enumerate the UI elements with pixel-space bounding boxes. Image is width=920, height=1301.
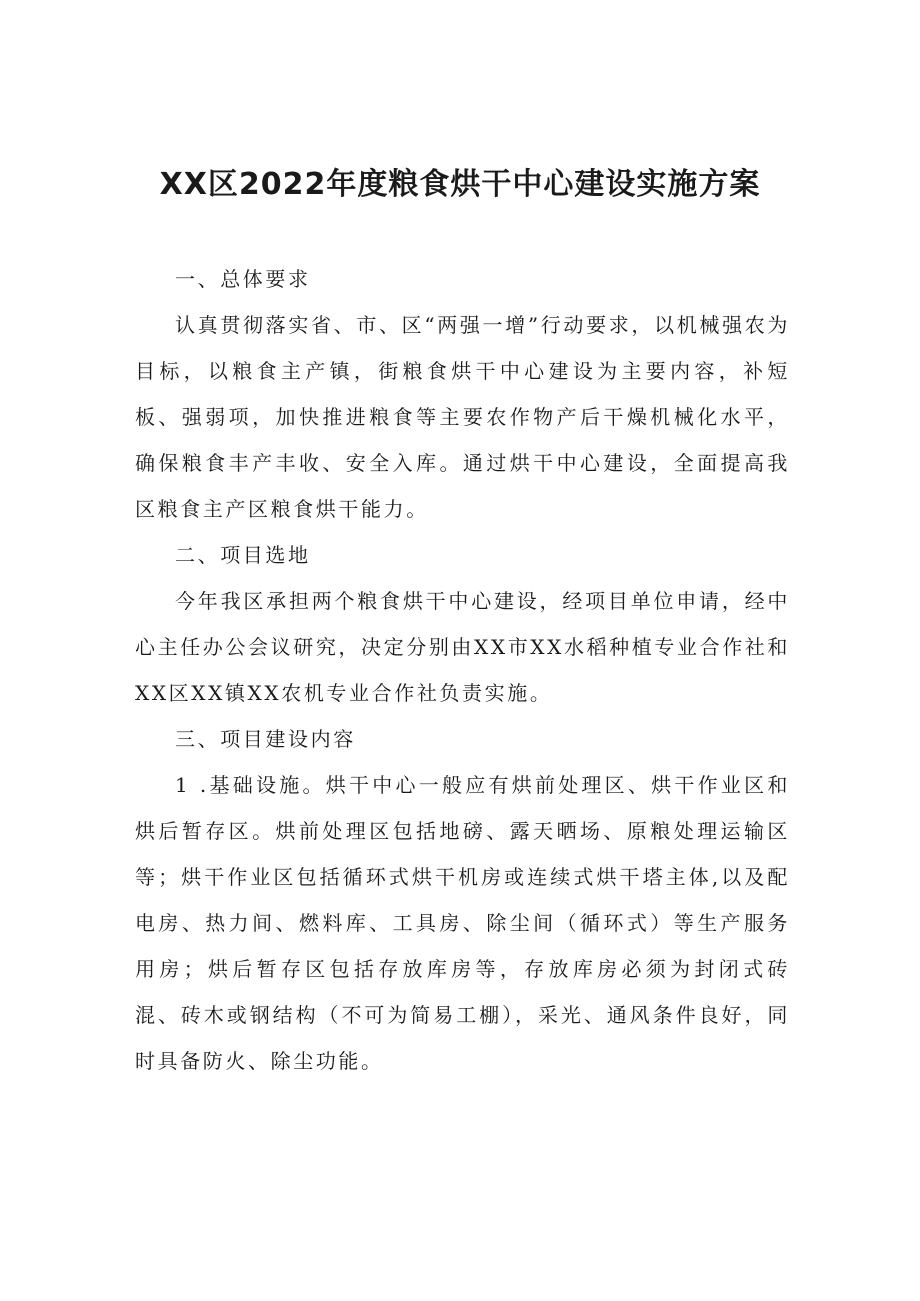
section-heading-site-selection: 二、项目选地 <box>175 543 311 567</box>
section-paragraph-construction-content: 1 .基础设施。烘干中心一般应有烘前处理区、烘干作业区和烘后暂存区。烘前处理区包括地磅、露天晒场、原粮处理运输区等；烘干作业区包括循环式烘干机房或连续式烘干塔主体,以及配电房、热力间、燃料库、工具房、除尘间（循环式）等生产服务用房；烘后暂存区包括存放库房等，存放库房必须为封闭式砖混、砖木或钢结构（不可为简易工棚），采光、通风条件良好，同时具备防火、除尘功能。 <box>135 773 790 1073</box>
section-heading-construction-content: 三、项目建设内容 <box>175 727 356 751</box>
document-title: XX区2022年度粮食烘干中心建设实施方案 <box>159 167 761 202</box>
section-paragraph-general-requirements: 认真贯彻落实省、市、区“两强一增”行动要求，以机械强农为目标，以粮食主产镇，街粮食烘干中心建设为主要内容，补短板、强弱项，加快推进粮食等主要农作物产后干燥机械化水平，确保粮食丰产丰收、安全入库。通过烘干中心建设，全面提高我区粮食主产区粮食烘干能力。 <box>135 313 790 521</box>
section-heading-general-requirements: 一、总体要求 <box>175 267 311 291</box>
section-paragraph-site-selection: 今年我区承担两个粮食烘干中心建设，经项目单位申请，经中心主任办公会议研究，决定分别由XX市XX水稻种植专业合作社和XX区XX镇XX农机专业合作社负责实施。 <box>135 589 790 705</box>
document-body <box>135 256 790 1084</box>
